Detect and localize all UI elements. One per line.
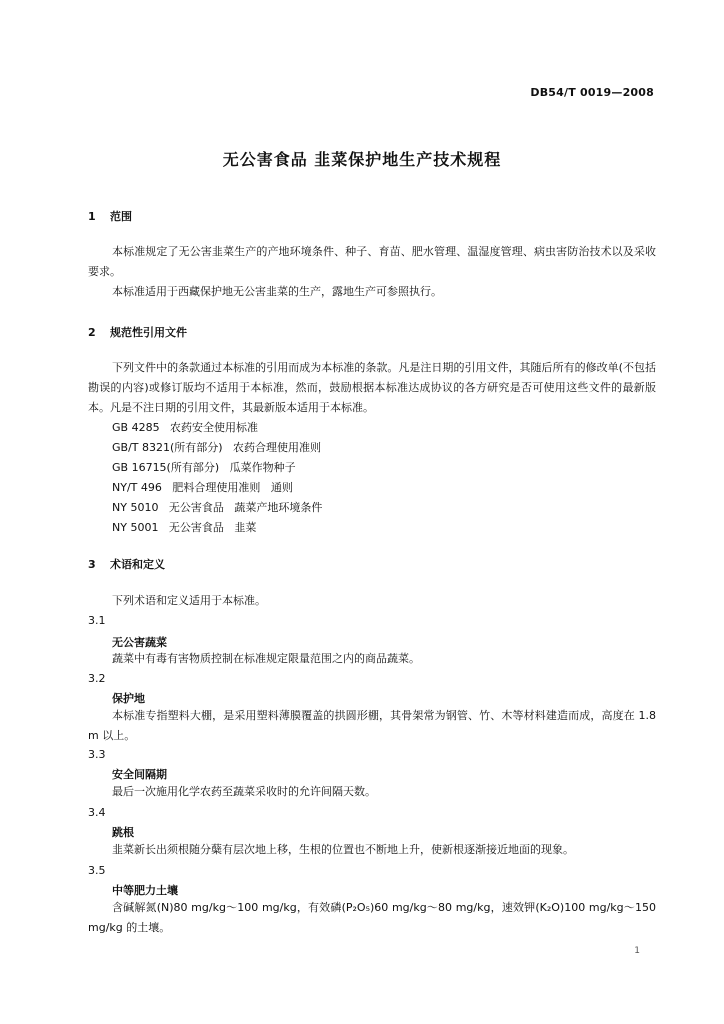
section-number: 2 <box>88 326 96 339</box>
reference-list <box>112 418 322 538</box>
reference-item: NY 5001 无公害食品 韭菜 <box>112 521 257 534</box>
section-2-heading <box>88 324 187 340</box>
section-3-heading <box>88 556 165 572</box>
section-1-paragraph-2: 本标准适用于西藏保护地无公害韭菜的生产，露地生产可参照执行。 <box>112 285 442 298</box>
term-number: 3.3 <box>88 748 106 761</box>
standard-code: DB54/T 0019—2008 <box>530 86 654 99</box>
section-3-intro: 下列术语和定义适用于本标准。 <box>112 594 266 607</box>
section-1-paragraph-1: 本标准规定了无公害韭菜生产的产地环境条件、种子、育苗、肥水管理、温湿度管理、病虫害防治技术以及采收要求。 <box>88 245 656 278</box>
term-name: 跳根 <box>112 826 134 839</box>
section-2-paragraph-1: 下列文件中的条款通过本标准的引用而成为本标准的条款。凡是注日期的引用文件，其随后所有的修改单(不包括勘误的内容)或修订版均不适用于本标准，然而，鼓励根据本标准达成协议的各方研究是否可使用这些文件的最新版本。凡是不注日期的引用文件，其最新版本适用于本标准。 <box>88 361 656 414</box>
term-number: 3.1 <box>88 614 106 627</box>
reference-item: GB/T 8321(所有部分) 农药合理使用准则 <box>112 441 322 454</box>
section-number: 1 <box>88 210 96 223</box>
section-title: 范围 <box>110 210 132 223</box>
term-definition: 最后一次施用化学农药至蔬菜采收时的允许间隔天数。 <box>112 785 376 798</box>
term-name: 无公害蔬菜 <box>112 636 167 649</box>
term-name: 中等肥力土壤 <box>112 884 178 897</box>
term-number: 3.2 <box>88 672 106 685</box>
term-definition: 含碱解氮(N)80 mg/kg～100 mg/kg，有效磷(P₂O₅)60 mg/kg～80 mg/kg，速效钾(K₂O)100 mg/kg～150 mg/kg 的土壤。 <box>88 901 656 934</box>
section-number: 3 <box>88 558 96 571</box>
document-title: 无公害食品 韭菜保护地生产技术规程 <box>222 150 502 169</box>
term-number: 3.4 <box>88 806 106 819</box>
term-definition: 韭菜新长出须根随分蘖有层次地上移，生根的位置也不断地上升，使新根逐渐接近地面的现象。 <box>112 843 574 856</box>
term-definition: 蔬菜中有毒有害物质控制在标准规定限量范围之内的商品蔬菜。 <box>112 652 420 665</box>
section-title: 术语和定义 <box>110 558 165 571</box>
section-title: 规范性引用文件 <box>110 326 187 339</box>
reference-item: GB 4285 农药安全使用标准 <box>112 421 259 434</box>
term-definition: 本标准专指塑料大棚，是采用塑料薄膜覆盖的拱圆形棚，其骨架常为钢管、竹、木等材料建造而成，高度在 1.8 m 以上。 <box>88 709 656 742</box>
term-name: 安全间隔期 <box>112 768 167 781</box>
page-number: 1 <box>634 946 640 956</box>
reference-item: GB 16715(所有部分) 瓜菜作物种子 <box>112 461 296 474</box>
term-name: 保护地 <box>112 692 145 705</box>
reference-item: NY/T 496 肥料合理使用准则 通则 <box>112 481 293 494</box>
reference-item: NY 5010 无公害食品 蔬菜产地环境条件 <box>112 501 323 514</box>
term-number: 3.5 <box>88 864 106 877</box>
section-1-heading <box>88 208 132 224</box>
